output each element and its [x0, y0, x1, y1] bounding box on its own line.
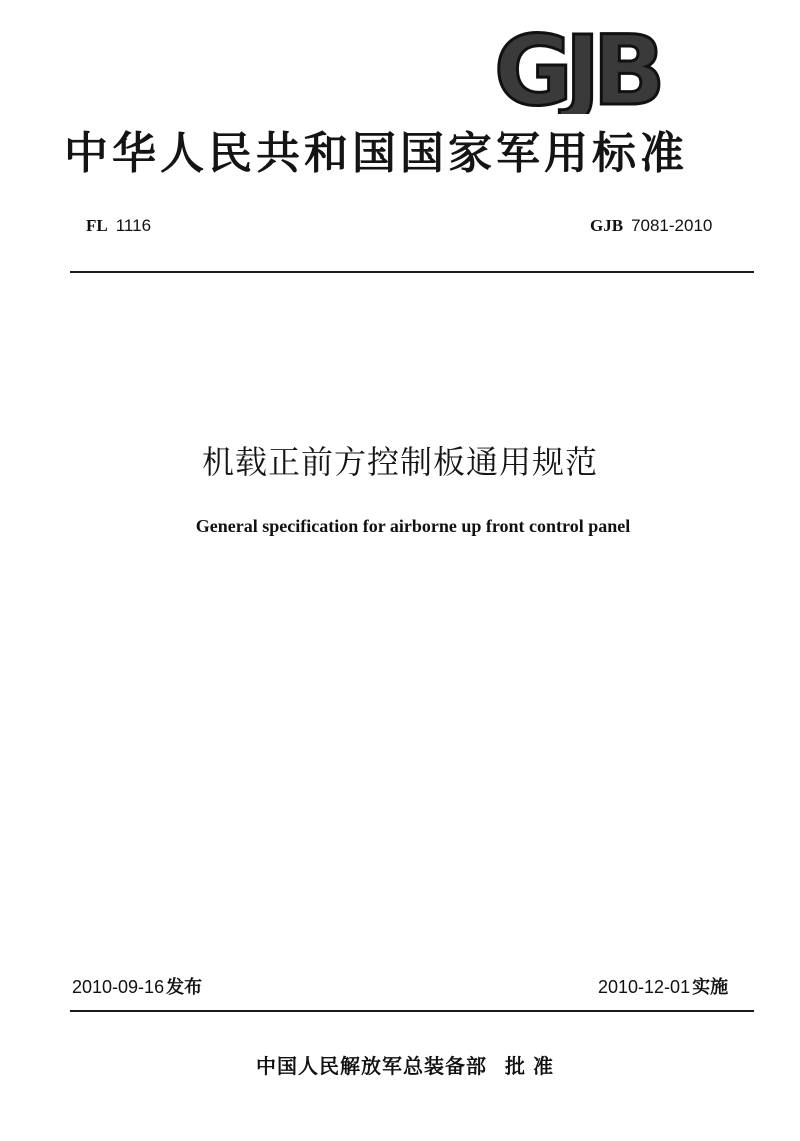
- standard-title: 中华人民共和国国家军用标准: [64, 128, 688, 179]
- issue-action: 发布: [166, 977, 203, 998]
- footer-divider: [70, 1010, 754, 1012]
- issue-date: 2010-09-16: [72, 977, 165, 997]
- implementation-date: 2010-12-01: [598, 977, 691, 997]
- document-title-en: General specification for airborne up front control panel: [195, 516, 631, 536]
- implementation-date-block: [598, 974, 728, 1001]
- classification-number: 1116: [115, 216, 152, 235]
- gjb-logo-text: GJB: [494, 18, 658, 114]
- standard-number-value: 7081-2010: [631, 216, 713, 235]
- issue-date-block: [72, 974, 202, 1001]
- approver-organization: 中国人民解放军总装备部: [256, 1054, 487, 1078]
- approver-action: 批准: [505, 1054, 561, 1078]
- approver-block: [256, 1052, 561, 1080]
- gjb-logo-icon: [490, 18, 730, 114]
- implementation-action: 实施: [692, 977, 729, 998]
- classification-prefix: FL: [86, 216, 108, 235]
- gjb-logo-graphic: [490, 18, 730, 114]
- standard-number-prefix: GJB: [590, 216, 624, 235]
- classification-code: [86, 214, 151, 238]
- header-divider: [70, 271, 754, 273]
- document-title-cn: 机载正前方控制板通用规范: [201, 443, 598, 481]
- standard-number: [590, 214, 712, 238]
